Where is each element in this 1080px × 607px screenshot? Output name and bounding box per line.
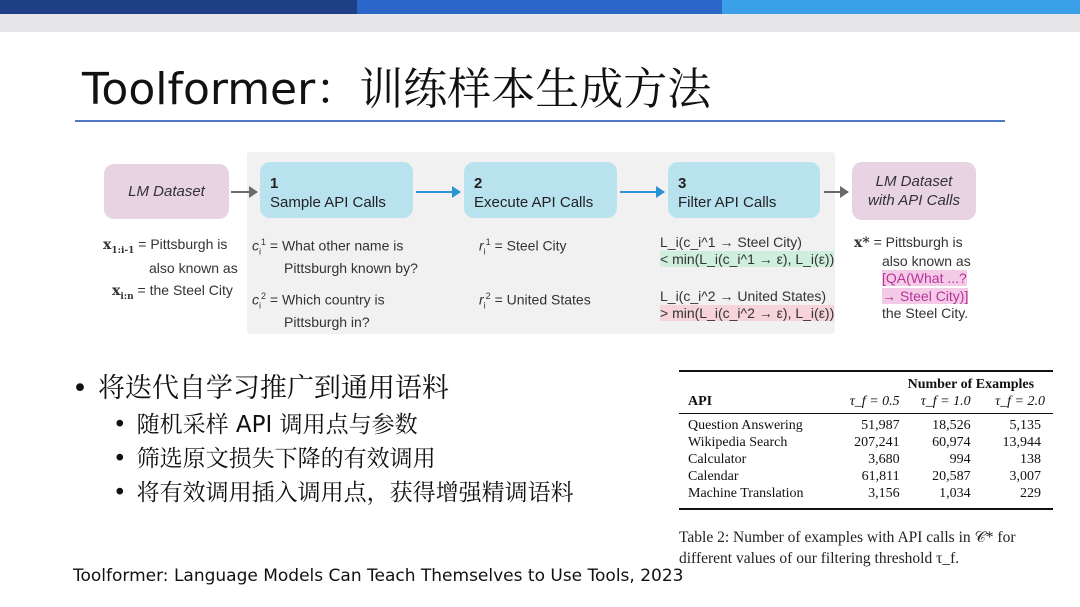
step3-number: 3 (678, 175, 687, 192)
filter-formula-2: L_i(c_i^2 → United States) > min(L_i(c_i^2 → ε), L_i(ε)) (660, 288, 835, 321)
table-row: Calendar 61,811 20,587 3,007 (688, 469, 1041, 484)
bullet-sub-2-text: 筛选原文损失下降的有效调用 (136, 446, 436, 472)
step2-label: Execute API Calls (474, 194, 594, 211)
api-call-c2: $c_i^2$ = Which country is Pittsburgh in? (252, 291, 385, 331)
top-gray-strip (0, 14, 1080, 32)
arrow-to-step1 (231, 191, 257, 193)
step2-number: 2 (474, 175, 483, 192)
filter-keep-condition: < min(L_i(c_i^1 → ε), L_i(ε)) (660, 251, 835, 267)
bullet-dot: • (72, 373, 88, 404)
step1-box (260, 162, 413, 218)
top-color-bar (0, 0, 1080, 14)
lm-dataset-api-line1: LM Dataset (875, 173, 953, 190)
arrow-to-step3 (620, 191, 664, 193)
table-col-api: API (688, 394, 713, 409)
x-prefix-text: $x_{1:i-1}$ = Pittsburgh is also known as (103, 236, 238, 276)
bullet-main (72, 372, 449, 406)
x-suffix-text: $x_{i:n}$ = the Steel City (112, 282, 233, 302)
lm-dataset-api-line2: with API Calls (868, 192, 960, 209)
step2-box (464, 162, 617, 218)
bullet-sub-3: • 将有效调用插入调用点，获得增强精调语料 (113, 480, 574, 506)
citation: Toolformer: Language Models Can Teach Themselves to Use Tools, 2023 (73, 566, 684, 586)
table-col-t05: τ_f = 0.5 (849, 394, 900, 409)
arrow-to-output (824, 191, 848, 193)
bullet-main-text: 将迭代自学习推广到通用语料 (97, 373, 449, 404)
arrow-to-step2 (416, 191, 460, 193)
step1-number: 1 (270, 175, 279, 192)
filter-formula-1: L_i(c_i^1 → Steel City) < min(L_i(c_i^1 → ε), L_i(ε)) (660, 234, 835, 267)
color-bar-mid (357, 0, 722, 14)
filter-drop-condition: > min(L_i(c_i^2 → ε), L_i(ε)) (660, 305, 835, 321)
table-row: Calculator 3,680 994 138 (688, 452, 1041, 467)
bullet-sub-1: • 随机采样 API 调用点与参数 (113, 412, 418, 438)
api-call-c1: $c_i^1$ = What other name is Pittsburgh known by? (252, 237, 418, 277)
table-mid-rule (679, 413, 1053, 414)
api-result-r1: $r_i^1$ = Steel City (479, 237, 567, 257)
table-row: Wikipedia Search 207,241 60,974 13,944 (688, 435, 1041, 450)
step3-label: Filter API Calls (678, 194, 777, 211)
augmented-example: x* = Pittsburgh is also known as [QA(What ...? → Steel City)] the Steel City. (854, 234, 971, 321)
bullet-sub-1-text: 随机采样 API 调用点与参数 (136, 412, 418, 438)
table-caption: Table 2: Number of examples with API calls in 𝒞* for different values of our filtering threshold τ_f. (679, 529, 1016, 567)
pipeline-diagram (100, 150, 980, 340)
step3-box (668, 162, 820, 218)
bullet-sub-2: • 筛选原文损失下降的有效调用 (113, 446, 436, 472)
color-bar-light (722, 0, 1080, 14)
color-bar-dark (0, 0, 357, 14)
table-row: Question Answering 51,987 18,526 5,135 (688, 418, 1041, 433)
examples-table-grid (679, 372, 1053, 502)
table-bottom-rule (679, 508, 1053, 510)
lm-dataset-api-box (852, 162, 976, 220)
table-row: Machine Translation 3,156 1,034 229 (688, 486, 1041, 501)
lm-dataset-label: LM Dataset (128, 183, 205, 200)
examples-table (679, 370, 1053, 510)
bullet-sub-3-text: 将有效调用插入调用点，获得增强精调语料 (136, 480, 574, 506)
table-col-t20: τ_f = 2.0 (995, 394, 1045, 409)
lm-dataset-box (104, 164, 229, 219)
table-group-header: Number of Examples (907, 377, 1035, 392)
step1-label: Sample API Calls (270, 194, 386, 211)
api-result-r2: $r_i^2$ = United States (479, 291, 591, 311)
title-underline (75, 120, 1005, 122)
table-col-t10: τ_f = 1.0 (920, 394, 971, 409)
slide-title: Toolformer：训练样本生成方法 (82, 64, 712, 115)
